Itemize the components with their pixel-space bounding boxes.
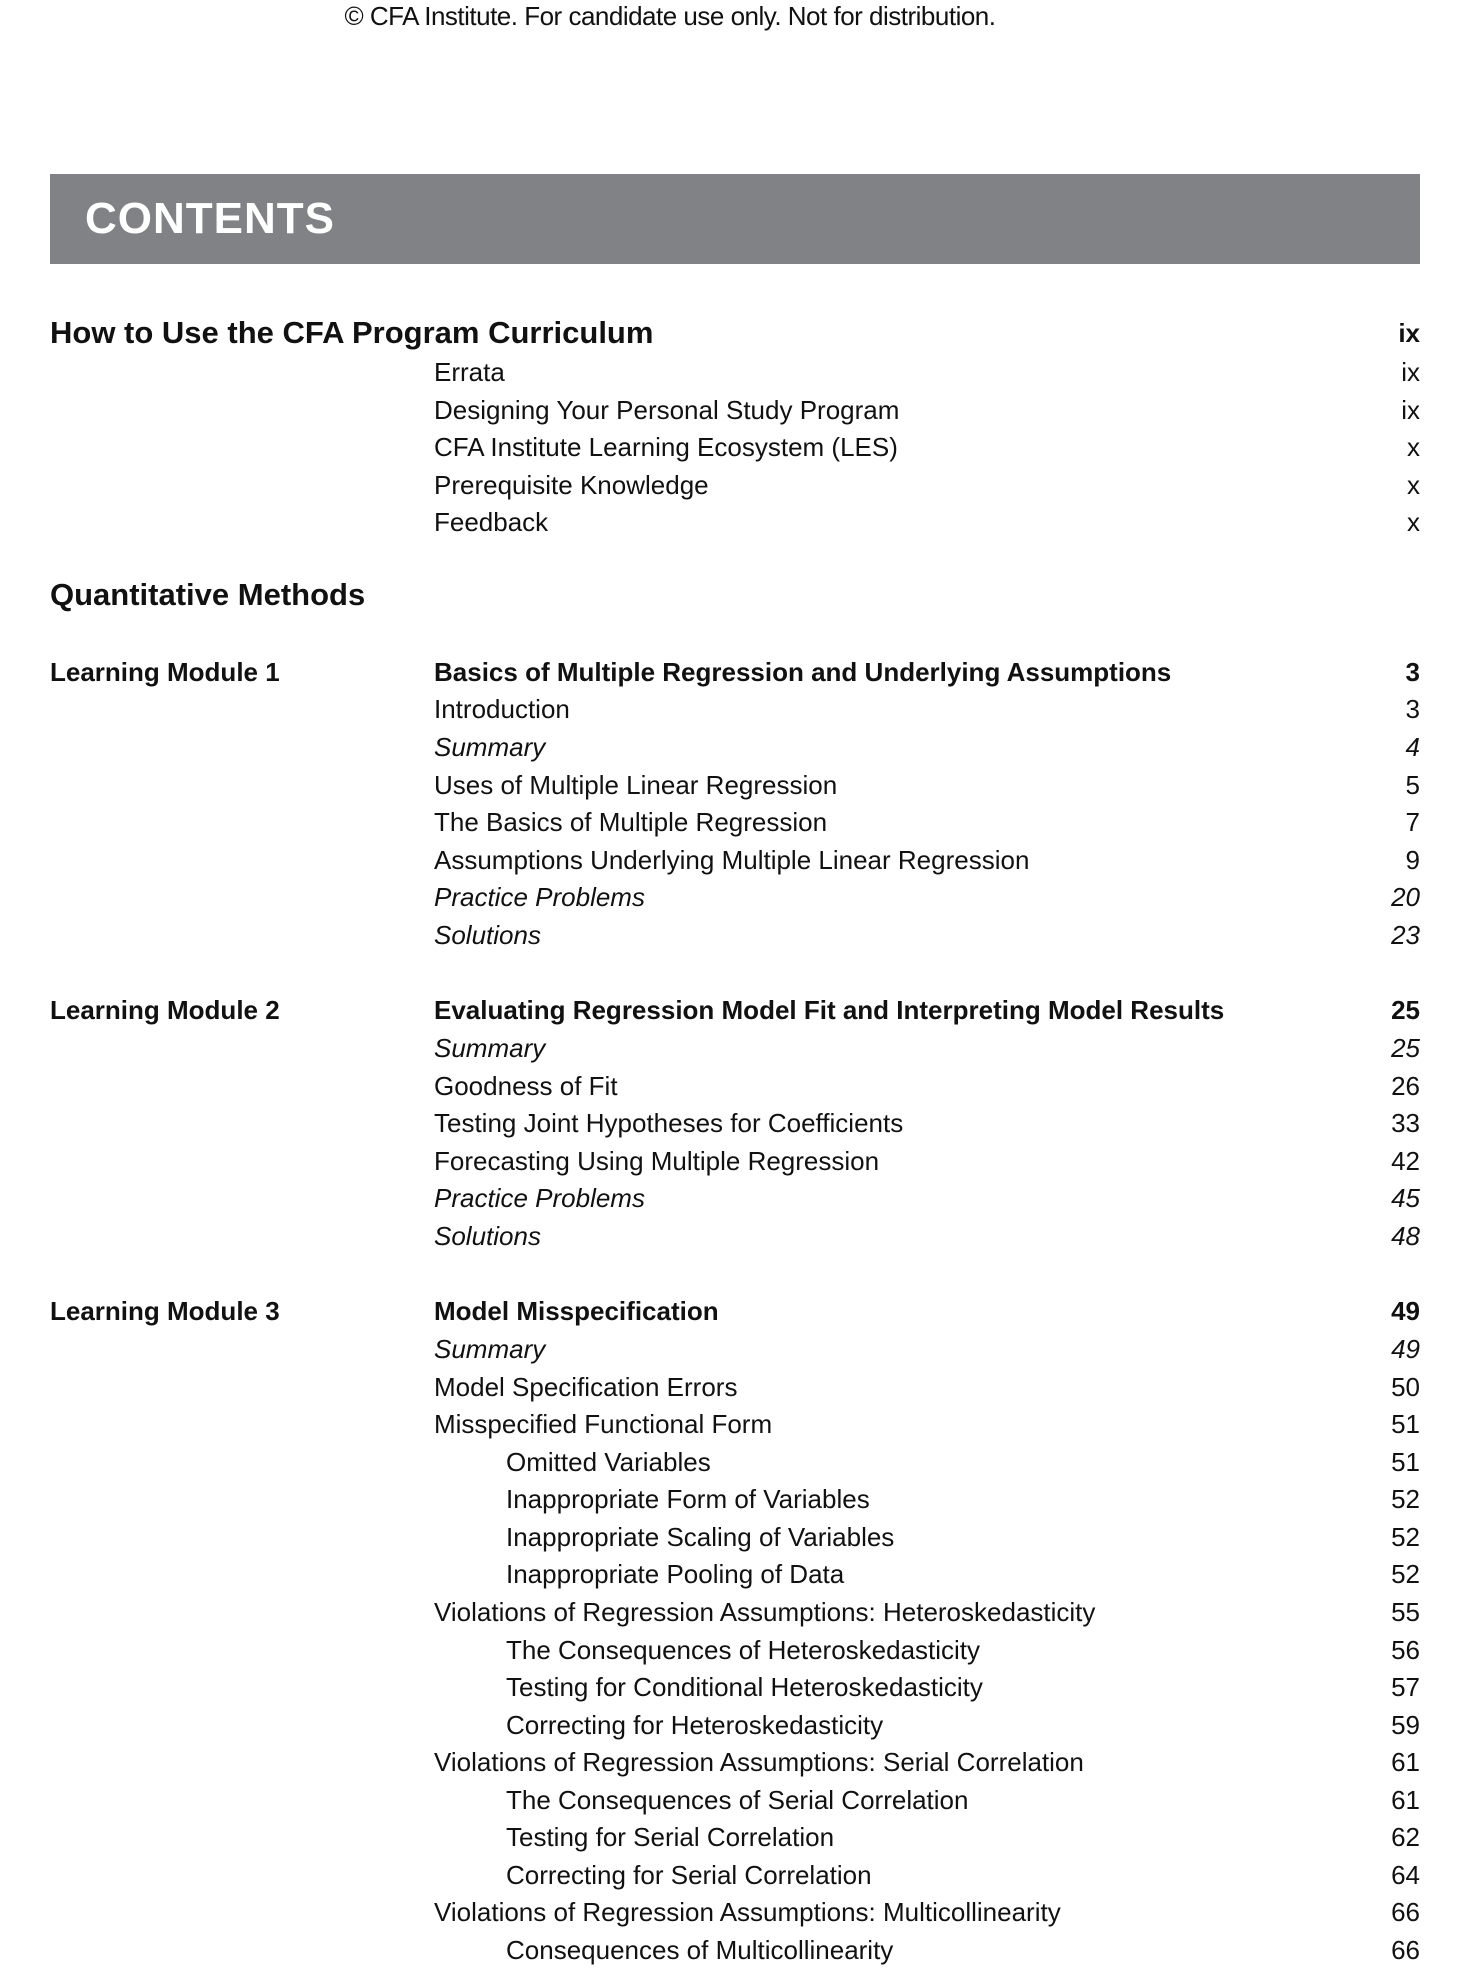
toc-entry bbox=[0, 428, 1420, 466]
toc-entry-title: Solutions bbox=[434, 920, 541, 950]
toc-entry-page: 59 bbox=[1391, 1710, 1420, 1740]
toc-entry-title: Practice Problems bbox=[434, 882, 645, 912]
toc-entry-title: The Basics of Multiple Regression bbox=[434, 807, 828, 837]
toc-entry-title: Basics of Multiple Regression and Underlying Assumptions bbox=[434, 657, 1172, 687]
toc-entry-page: 9 bbox=[1405, 845, 1420, 875]
toc-entry-page: 66 bbox=[1391, 1935, 1420, 1965]
toc-entry-title: Feedback bbox=[434, 507, 549, 537]
toc-entry-title: Model Specification Errors bbox=[434, 1372, 738, 1402]
toc-entry bbox=[0, 1142, 1420, 1180]
toc-entry bbox=[0, 1443, 1420, 1481]
toc-entry bbox=[0, 1330, 1420, 1368]
module-label-1: Learning Module 1 bbox=[50, 657, 280, 687]
contents-title: CONTENTS bbox=[85, 194, 335, 243]
toc-entry bbox=[0, 1931, 1420, 1969]
toc-entry bbox=[0, 1029, 1420, 1067]
toc-entry bbox=[0, 878, 1420, 916]
toc-entry-page: 52 bbox=[1391, 1484, 1420, 1514]
contents-banner bbox=[50, 174, 1420, 264]
toc-entry bbox=[0, 314, 1420, 352]
toc-entry-page: 51 bbox=[1391, 1447, 1420, 1477]
toc-entry-title: Consequences of Multicollinearity bbox=[506, 1935, 894, 1965]
toc-entry-page: 51 bbox=[1391, 1409, 1420, 1439]
toc-entry-title: Model Misspecification bbox=[434, 1296, 719, 1326]
toc-entry-title: Introduction bbox=[434, 694, 570, 724]
section-heading: Quantitative Methods bbox=[50, 577, 366, 612]
toc-entry-page: 52 bbox=[1391, 1559, 1420, 1589]
toc-entry-page: 3 bbox=[1405, 657, 1420, 687]
toc-entry bbox=[0, 391, 1420, 429]
toc-entry bbox=[0, 841, 1420, 879]
toc-entry bbox=[0, 766, 1420, 804]
toc-entry-title: Testing for Conditional Heteroskedasticity bbox=[506, 1672, 983, 1702]
toc-entry bbox=[0, 803, 1420, 841]
toc-entry-title: Violations of Regression Assumptions: Heteroskedasticity bbox=[434, 1597, 1096, 1627]
toc-entry bbox=[0, 353, 1420, 391]
toc-entry-page: 48 bbox=[1391, 1221, 1420, 1251]
toc-entry-title: Errata bbox=[434, 357, 505, 387]
toc-entry bbox=[0, 1368, 1420, 1406]
toc-entry-title: Prerequisite Knowledge bbox=[434, 470, 709, 500]
toc-entry-title: The Consequences of Serial Correlation bbox=[506, 1785, 969, 1815]
toc-entry bbox=[0, 1668, 1420, 1706]
copyright-watermark: © CFA Institute. For candidate use only. Not for distribution. bbox=[344, 1, 996, 31]
toc-entry bbox=[0, 1104, 1420, 1142]
toc-entry-page: 49 bbox=[1391, 1334, 1420, 1364]
toc-entry-title: Goodness of Fit bbox=[434, 1071, 618, 1101]
toc-entry-page: 7 bbox=[1405, 807, 1420, 837]
toc-entry-title: How to Use the CFA Program Curriculum bbox=[50, 315, 654, 350]
toc-entry-page: 66 bbox=[1391, 1897, 1420, 1927]
toc-entry-page: ix bbox=[1398, 318, 1420, 348]
toc-entry-page: 33 bbox=[1391, 1108, 1420, 1138]
module-label-2: Learning Module 2 bbox=[50, 995, 280, 1025]
toc-entry-title: Evaluating Regression Model Fit and Interpreting Model Results bbox=[434, 995, 1225, 1025]
toc-entry-page: 61 bbox=[1391, 1785, 1420, 1815]
toc-entry-page: x bbox=[1407, 507, 1420, 537]
toc-entry-page: 62 bbox=[1391, 1822, 1420, 1852]
toc-entry-page: 42 bbox=[1391, 1146, 1420, 1176]
toc-entry bbox=[0, 1781, 1420, 1819]
toc-entry-title: Summary bbox=[434, 1033, 546, 1063]
toc-entry-page: ix bbox=[1401, 395, 1420, 425]
toc-entry-title: Misspecified Functional Form bbox=[434, 1409, 773, 1439]
toc-entry-title: Inappropriate Scaling of Variables bbox=[506, 1522, 895, 1552]
toc-entry-title: Inappropriate Pooling of Data bbox=[506, 1559, 845, 1589]
toc-entry bbox=[0, 690, 1420, 728]
toc-entry-page: 56 bbox=[1391, 1635, 1420, 1665]
toc-entry-page: 57 bbox=[1391, 1672, 1420, 1702]
toc-entry bbox=[0, 1067, 1420, 1105]
toc-entry-page: ix bbox=[1401, 357, 1420, 387]
toc-entry-title: Violations of Regression Assumptions: Multicollinearity bbox=[434, 1897, 1061, 1927]
toc-entry bbox=[0, 1593, 1420, 1631]
toc-entry-title: Solutions bbox=[434, 1221, 541, 1251]
toc-entry-page: 3 bbox=[1405, 694, 1420, 724]
toc-entry-title: CFA Institute Learning Ecosystem (LES) bbox=[434, 432, 898, 462]
toc-entry bbox=[0, 1631, 1420, 1669]
toc-entry-title: Testing for Serial Correlation bbox=[506, 1822, 835, 1852]
toc-entry-title: Summary bbox=[434, 1334, 546, 1364]
toc-entry bbox=[0, 1706, 1420, 1744]
toc-entry bbox=[0, 1893, 1420, 1931]
toc-entry-page: 50 bbox=[1391, 1372, 1420, 1402]
toc-entry bbox=[0, 1856, 1420, 1894]
module-label-3: Learning Module 3 bbox=[50, 1296, 280, 1326]
toc-entry-page: 61 bbox=[1391, 1747, 1420, 1777]
toc-entry-title: Designing Your Personal Study Program bbox=[434, 395, 900, 425]
toc-entry bbox=[0, 1555, 1420, 1593]
toc-entry-title: Testing Joint Hypotheses for Coefficients bbox=[434, 1108, 904, 1138]
toc-entry bbox=[0, 991, 1420, 1029]
toc-entry-page: 25 bbox=[1391, 995, 1420, 1025]
toc-entry bbox=[0, 1405, 1420, 1443]
toc-entry bbox=[0, 653, 1420, 691]
toc-entry bbox=[0, 1743, 1420, 1781]
toc-entry bbox=[0, 916, 1420, 954]
toc-entry-title: Correcting for Serial Correlation bbox=[506, 1860, 872, 1890]
toc-entry-title: Violations of Regression Assumptions: Serial Correlation bbox=[434, 1747, 1084, 1777]
toc-entry-title: Omitted Variables bbox=[506, 1447, 711, 1477]
toc-entry-title: Summary bbox=[434, 732, 546, 762]
toc-entry-page: 25 bbox=[1391, 1033, 1420, 1063]
toc-entry-page: 52 bbox=[1391, 1522, 1420, 1552]
toc-entry-page: 20 bbox=[1391, 882, 1420, 912]
toc-entry-page: 45 bbox=[1391, 1183, 1420, 1213]
toc-entry-page: 64 bbox=[1391, 1860, 1420, 1890]
toc-entry-title: Assumptions Underlying Multiple Linear Regression bbox=[434, 845, 1030, 875]
toc-entry-title: Uses of Multiple Linear Regression bbox=[434, 770, 838, 800]
toc-entry-title: Correcting for Heteroskedasticity bbox=[506, 1710, 884, 1740]
toc-entry-title: The Consequences of Heteroskedasticity bbox=[506, 1635, 981, 1665]
toc-entry-page: 5 bbox=[1405, 770, 1420, 800]
toc-entry-page: 23 bbox=[1391, 920, 1420, 950]
toc-entry-page: x bbox=[1407, 432, 1420, 462]
toc-entry bbox=[0, 1292, 1420, 1330]
toc-entry bbox=[0, 466, 1420, 504]
toc-entry bbox=[0, 503, 1420, 541]
toc-entry bbox=[0, 728, 1420, 766]
toc-entry-page: 55 bbox=[1391, 1597, 1420, 1627]
toc-entry-title: Inappropriate Form of Variables bbox=[506, 1484, 870, 1514]
toc-entry bbox=[0, 1480, 1420, 1518]
toc-entry-title: Practice Problems bbox=[434, 1183, 645, 1213]
toc-entry-page: x bbox=[1407, 470, 1420, 500]
toc-entry-page: 49 bbox=[1391, 1296, 1420, 1326]
toc-entry bbox=[0, 1179, 1420, 1217]
toc-entry-page: 26 bbox=[1391, 1071, 1420, 1101]
toc-entry-title: Forecasting Using Multiple Regression bbox=[434, 1146, 880, 1176]
toc-entry-page: 4 bbox=[1405, 732, 1420, 762]
toc-entry bbox=[0, 1217, 1420, 1255]
toc-entry bbox=[0, 1818, 1420, 1856]
toc-entry bbox=[0, 1518, 1420, 1556]
